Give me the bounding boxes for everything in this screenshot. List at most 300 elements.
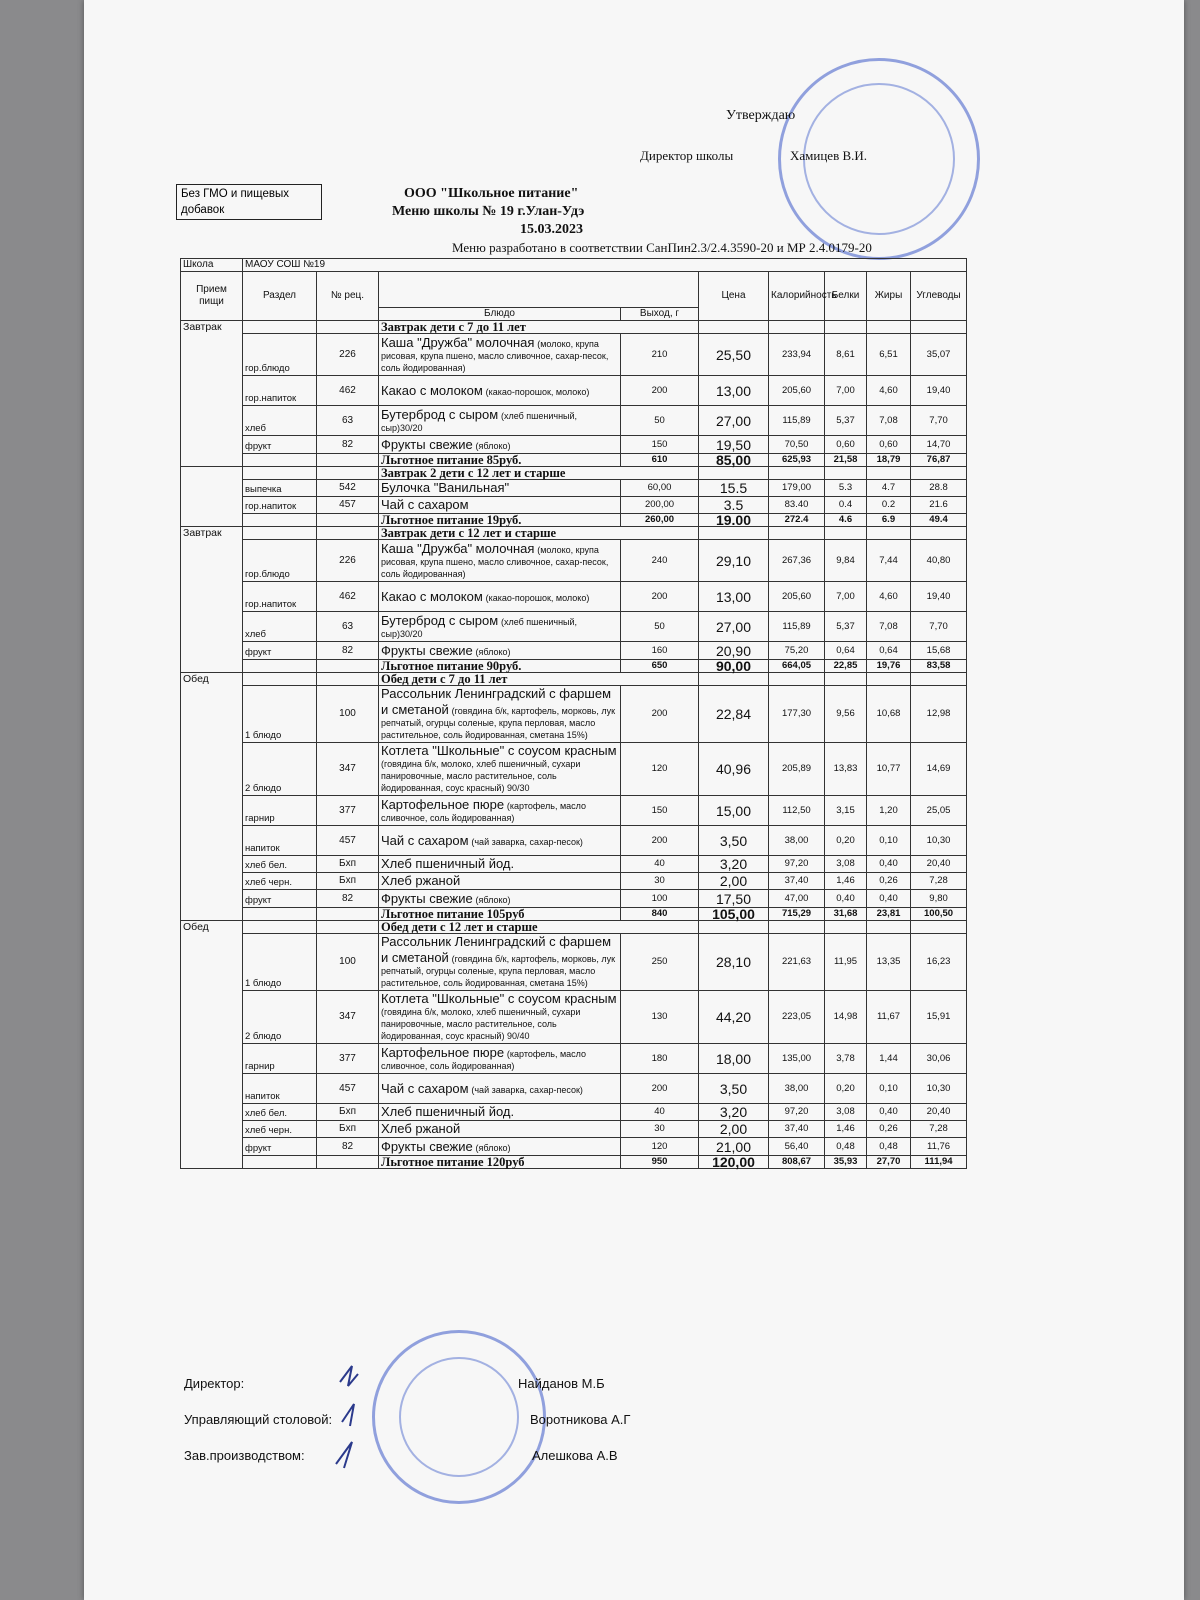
calories-cell: 179,00 [769, 480, 825, 497]
total-label: Льготное питание 105руб [379, 908, 621, 921]
recipe-cell: Бхп [317, 1104, 379, 1121]
dish-name: Фрукты свежие [381, 890, 473, 906]
dish-name: Котлета "Школьные" с соусом красным [381, 991, 617, 1006]
yield-cell: 60,00 [621, 480, 699, 497]
total-proteins: 4.6 [825, 514, 867, 527]
calories-cell: 205,60 [769, 376, 825, 406]
section-cell: гор.напиток [243, 497, 317, 514]
menu-date: 15.03.2023 [520, 222, 583, 237]
price-cell: 22,84 [699, 686, 769, 743]
total-price: 85,00 [699, 454, 769, 467]
price-cell: 2,00 [699, 873, 769, 890]
carbs-cell: 14,70 [911, 436, 967, 454]
recipe-cell: 226 [317, 540, 379, 582]
recipe-cell: Бхп [317, 1121, 379, 1138]
recipe-cell: 63 [317, 612, 379, 642]
calories-cell: 38,00 [769, 1074, 825, 1104]
total-row [181, 514, 967, 527]
table-row [181, 856, 967, 873]
meal-cell: Обед [181, 673, 243, 921]
carbs-cell: 7,28 [911, 1121, 967, 1138]
approve-label: Утверждаю [726, 108, 796, 123]
carbs-cell: 15,68 [911, 642, 967, 660]
empty-cell [769, 673, 825, 686]
total-carbs: 76,87 [911, 454, 967, 467]
calories-cell: 97,20 [769, 856, 825, 873]
carbs-cell: 9,80 [911, 890, 967, 908]
handwritten-signatures [330, 1360, 370, 1480]
fats-cell: 0,40 [867, 890, 911, 908]
empty-cell [317, 454, 379, 467]
dish-name: Хлеб ржаной [381, 873, 461, 888]
dish-name: Какао с молоком [381, 588, 483, 604]
yield-cell: 200 [621, 826, 699, 856]
empty-cell [699, 527, 769, 540]
recipe-cell: 457 [317, 1074, 379, 1104]
fats-cell: 0,60 [867, 436, 911, 454]
section-cell: 1 блюдо [243, 934, 317, 991]
recipe-cell: 347 [317, 743, 379, 796]
section-cell: фрукт [243, 890, 317, 908]
total-label: Льготное питание 120руб [379, 1156, 621, 1169]
total-carbs: 49.4 [911, 514, 967, 527]
table-row [181, 334, 967, 376]
total-carbs: 111,94 [911, 1156, 967, 1169]
dish-name: Рассольник Ленинградский с фаршем и сметаной [381, 686, 612, 717]
school-value: МАОУ СОШ №19 [243, 259, 967, 272]
fats-cell: 13,35 [867, 934, 911, 991]
dish-cell [379, 540, 621, 582]
col-proteins: Белки [825, 272, 867, 321]
yield-cell: 130 [621, 991, 699, 1044]
group-title-row [181, 321, 967, 334]
fats-cell: 10,68 [867, 686, 911, 743]
yield-cell: 120 [621, 1138, 699, 1156]
section-cell: выпечка [243, 480, 317, 497]
dish-composition: (говядина б/к, молоко, хлеб пшеничный, сухари панировочные, масло растительное, соль йодированная, соус красный) 90/30 [381, 759, 581, 793]
empty-cell [317, 1156, 379, 1169]
dish-cell [379, 991, 621, 1044]
col-meal: Прием пищи [181, 272, 243, 321]
fats-cell: 0,10 [867, 826, 911, 856]
proteins-cell: 5,37 [825, 406, 867, 436]
carbs-cell: 7,70 [911, 406, 967, 436]
total-carbs: 83,58 [911, 660, 967, 673]
empty-cell [769, 321, 825, 334]
calories-cell: 75,20 [769, 642, 825, 660]
dish-cell [379, 1104, 621, 1121]
col-yield: Выход, г [621, 308, 699, 321]
meal-cell: Завтрак [181, 527, 243, 673]
table-row [181, 686, 967, 743]
dish-cell [379, 497, 621, 514]
section-cell: хлеб [243, 612, 317, 642]
calories-cell: 177,30 [769, 686, 825, 743]
dish-composition: (какао-порошок, молоко) [485, 592, 590, 603]
section-cell: напиток [243, 1074, 317, 1104]
price-cell: 40,96 [699, 743, 769, 796]
proteins-cell: 7,00 [825, 376, 867, 406]
dish-composition: (хлеб пшеничный, сыр)30/20 [381, 410, 578, 433]
calories-cell: 56,40 [769, 1138, 825, 1156]
calories-cell: 37,40 [769, 873, 825, 890]
yield-cell: 150 [621, 796, 699, 826]
proteins-cell: 7,00 [825, 582, 867, 612]
carbs-cell: 21.6 [911, 497, 967, 514]
total-yield: 950 [621, 1156, 699, 1169]
empty-cell [317, 527, 379, 540]
meal-cell [181, 467, 243, 527]
calories-cell: 205,89 [769, 743, 825, 796]
empty-cell [825, 673, 867, 686]
fats-cell: 0,48 [867, 1138, 911, 1156]
price-cell: 21,00 [699, 1138, 769, 1156]
fats-cell: 0,10 [867, 1074, 911, 1104]
dish-composition: (яблоко) [475, 646, 511, 657]
proteins-cell: 0,64 [825, 642, 867, 660]
empty-cell [867, 321, 911, 334]
section-cell: гор.блюдо [243, 334, 317, 376]
empty-cell [769, 921, 825, 934]
recipe-cell: 377 [317, 1044, 379, 1074]
price-cell: 29,10 [699, 540, 769, 582]
empty-cell [867, 527, 911, 540]
carbs-cell: 35,07 [911, 334, 967, 376]
group-title-row [181, 673, 967, 686]
price-cell: 3,20 [699, 856, 769, 873]
total-fats: 27,70 [867, 1156, 911, 1169]
group-title: Завтрак дети с 7 до 11 лет [379, 321, 699, 334]
yield-cell: 180 [621, 1044, 699, 1074]
price-cell: 44,20 [699, 991, 769, 1044]
total-calories: 272.4 [769, 514, 825, 527]
total-calories: 715,29 [769, 908, 825, 921]
carbs-cell: 15,91 [911, 991, 967, 1044]
dish-name: Котлета "Школьные" с соусом красным [381, 743, 617, 758]
price-cell: 25,50 [699, 334, 769, 376]
section-cell: фрукт [243, 642, 317, 660]
dish-cell [379, 642, 621, 660]
recipe-cell: 100 [317, 934, 379, 991]
empty-cell [867, 921, 911, 934]
director-label: Директор школы [640, 148, 734, 163]
total-fats: 19,76 [867, 660, 911, 673]
total-price: 105,00 [699, 908, 769, 921]
total-label: Льготное питание 90руб. [379, 660, 621, 673]
proteins-cell: 0,60 [825, 436, 867, 454]
empty-cell [243, 673, 317, 686]
header-blank [379, 272, 699, 308]
table-row [181, 1044, 967, 1074]
total-label: Льготное питание 19руб. [379, 514, 621, 527]
company-name: ООО "Школьное питание" [404, 186, 579, 201]
section-cell: хлеб бел. [243, 1104, 317, 1121]
dish-cell [379, 1044, 621, 1074]
empty-cell [317, 673, 379, 686]
empty-cell [825, 921, 867, 934]
table-row [181, 1121, 967, 1138]
calories-cell: 83.40 [769, 497, 825, 514]
dish-composition: (говядина б/к, картофель, морковь, лук репчатый, огурцы соленые, крупа перловая, масло растительное, соль йодированная, сметана 15%) [381, 954, 616, 988]
signature-role-canteen-manager: Управляющий столовой: [184, 1412, 333, 1427]
dish-cell [379, 436, 621, 454]
total-row [181, 660, 967, 673]
empty-cell [911, 321, 967, 334]
empty-cell [825, 321, 867, 334]
total-calories: 625,93 [769, 454, 825, 467]
total-label: Льготное питание 85руб. [379, 454, 621, 467]
dish-name: Какао с молоком [381, 382, 483, 398]
empty-cell [243, 527, 317, 540]
carbs-cell: 20,40 [911, 1104, 967, 1121]
price-cell: 19,50 [699, 436, 769, 454]
dish-cell [379, 856, 621, 873]
calories-cell: 37,40 [769, 1121, 825, 1138]
total-proteins: 22,85 [825, 660, 867, 673]
table-row [181, 376, 967, 406]
proteins-cell: 5.3 [825, 480, 867, 497]
proteins-cell: 13,83 [825, 743, 867, 796]
dish-cell [379, 1121, 621, 1138]
proteins-cell: 0,20 [825, 826, 867, 856]
empty-cell [825, 527, 867, 540]
table-row [181, 1074, 967, 1104]
carbs-cell: 14,69 [911, 743, 967, 796]
dish-cell [379, 376, 621, 406]
recipe-cell: 457 [317, 497, 379, 514]
carbs-cell: 16,23 [911, 934, 967, 991]
proteins-cell: 0.4 [825, 497, 867, 514]
yield-cell: 200 [621, 582, 699, 612]
dish-cell [379, 612, 621, 642]
dish-cell [379, 873, 621, 890]
signature-name-canteen-manager: Воротникова А.Г [530, 1412, 631, 1427]
dish-cell [379, 1074, 621, 1104]
dish-composition: (молоко, крупа рисовая, крупа пшено, масло сливочное, сахар-песок, соль йодированная) [381, 544, 609, 579]
table-row [181, 612, 967, 642]
yield-cell: 50 [621, 406, 699, 436]
carbs-cell: 11,76 [911, 1138, 967, 1156]
empty-cell [911, 527, 967, 540]
school-label: Школа [181, 259, 243, 272]
dish-name: Чай с сахаром [381, 1080, 469, 1096]
proteins-cell: 0,20 [825, 1074, 867, 1104]
fats-cell: 0,40 [867, 1104, 911, 1121]
empty-cell [243, 908, 317, 921]
signature-name-director: Найданов М.Б [518, 1376, 605, 1391]
price-cell: 3,20 [699, 1104, 769, 1121]
empty-cell [243, 660, 317, 673]
dish-name: Чай с сахаром [381, 832, 469, 848]
yield-cell: 30 [621, 1121, 699, 1138]
fats-cell: 7,08 [867, 406, 911, 436]
section-cell: напиток [243, 826, 317, 856]
price-cell: 3,50 [699, 1074, 769, 1104]
yield-cell: 40 [621, 856, 699, 873]
empty-cell [867, 673, 911, 686]
total-yield: 610 [621, 454, 699, 467]
dish-name: Картофельное пюре [381, 796, 505, 812]
table-row [181, 436, 967, 454]
proteins-cell: 11,95 [825, 934, 867, 991]
recipe-cell: 462 [317, 376, 379, 406]
dish-name: Хлеб ржаной [381, 1121, 461, 1136]
carbs-cell: 28.8 [911, 480, 967, 497]
dish-composition: (говядина б/к, картофель, морковь, лук репчатый, огурцы соленые, крупа перловая, масло растительное, соль йодированная, сметана 15%) [381, 706, 616, 740]
empty-cell [243, 514, 317, 527]
total-fats: 23,81 [867, 908, 911, 921]
carbs-cell: 19,40 [911, 376, 967, 406]
yield-cell: 250 [621, 934, 699, 991]
table-row [181, 743, 967, 796]
recipe-cell: 82 [317, 642, 379, 660]
empty-cell [243, 467, 317, 480]
proteins-cell: 3,08 [825, 1104, 867, 1121]
recipe-cell: 226 [317, 334, 379, 376]
col-section: Раздел [243, 272, 317, 321]
table-row [181, 934, 967, 991]
dish-cell [379, 1138, 621, 1156]
empty-cell [699, 467, 769, 480]
calories-cell: 47,00 [769, 890, 825, 908]
table-row [181, 480, 967, 497]
calories-cell: 112,50 [769, 796, 825, 826]
dish-cell [379, 480, 621, 497]
price-cell: 13,00 [699, 376, 769, 406]
total-price: 19.00 [699, 514, 769, 527]
dish-composition: (какао-порошок, молоко) [485, 386, 590, 397]
proteins-cell: 14,98 [825, 991, 867, 1044]
calories-cell: 38,00 [769, 826, 825, 856]
dish-cell [379, 334, 621, 376]
calories-cell: 135,00 [769, 1044, 825, 1074]
fats-cell: 0,64 [867, 642, 911, 660]
table-row [181, 826, 967, 856]
section-cell: гор.напиток [243, 376, 317, 406]
calories-cell: 115,89 [769, 406, 825, 436]
dish-name: Фрукты свежие [381, 642, 473, 658]
col-dish: Блюдо [379, 308, 621, 321]
total-proteins: 21,58 [825, 454, 867, 467]
recipe-cell: 82 [317, 436, 379, 454]
price-cell: 18,00 [699, 1044, 769, 1074]
proteins-cell: 5,37 [825, 612, 867, 642]
proteins-cell: 9,84 [825, 540, 867, 582]
calories-cell: 233,94 [769, 334, 825, 376]
yield-cell: 50 [621, 612, 699, 642]
fats-cell: 11,67 [867, 991, 911, 1044]
section-cell: гор.напиток [243, 582, 317, 612]
proteins-cell: 8,61 [825, 334, 867, 376]
group-title: Обед дети с 7 до 11 лет [379, 673, 699, 686]
dish-cell [379, 934, 621, 991]
fats-cell: 1,20 [867, 796, 911, 826]
yield-cell: 150 [621, 436, 699, 454]
dish-name: Фрукты свежие [381, 1138, 473, 1154]
empty-cell [867, 467, 911, 480]
group-title-row [181, 527, 967, 540]
col-recipe: № рец. [317, 272, 379, 321]
fats-cell: 4,60 [867, 582, 911, 612]
signature-role-director: Директор: [184, 1376, 245, 1391]
dish-cell [379, 406, 621, 436]
table-row [181, 642, 967, 660]
total-fats: 18,79 [867, 454, 911, 467]
section-cell: гарнир [243, 1044, 317, 1074]
total-row [181, 454, 967, 467]
empty-cell [769, 467, 825, 480]
empty-cell [911, 921, 967, 934]
recipe-cell: 347 [317, 991, 379, 1044]
recipe-cell: 82 [317, 890, 379, 908]
table-row [181, 890, 967, 908]
empty-cell [317, 514, 379, 527]
fats-cell: 0,26 [867, 873, 911, 890]
yield-cell: 240 [621, 540, 699, 582]
total-yield: 650 [621, 660, 699, 673]
dish-composition: (чай заварка, сахар-песок) [471, 1084, 583, 1095]
proteins-cell: 1,46 [825, 873, 867, 890]
total-price: 120,00 [699, 1156, 769, 1169]
dish-name: Хлеб пшеничный йод. [381, 1104, 515, 1119]
total-proteins: 31,68 [825, 908, 867, 921]
empty-cell [317, 921, 379, 934]
dish-name: Каша "Дружба" молочная [381, 334, 535, 350]
empty-cell [699, 673, 769, 686]
recipe-cell: Бхп [317, 856, 379, 873]
dish-name: Бутерброд с сыром [381, 612, 499, 628]
fats-cell: 4.7 [867, 480, 911, 497]
empty-cell [243, 921, 317, 934]
fats-cell: 0,26 [867, 1121, 911, 1138]
section-cell: хлеб черн. [243, 873, 317, 890]
section-cell: гарнир [243, 796, 317, 826]
price-cell: 13,00 [699, 582, 769, 612]
meal-cell: Обед [181, 921, 243, 1169]
dish-composition: (чай заварка, сахар-песок) [471, 836, 583, 847]
calories-cell: 223,05 [769, 991, 825, 1044]
yield-cell: 40 [621, 1104, 699, 1121]
col-price: Цена [699, 272, 769, 321]
calories-cell: 70,50 [769, 436, 825, 454]
yield-cell: 30 [621, 873, 699, 890]
dish-cell [379, 826, 621, 856]
empty-cell [911, 673, 967, 686]
price-cell: 28,10 [699, 934, 769, 991]
section-cell: гор.блюдо [243, 540, 317, 582]
table-row [181, 540, 967, 582]
meal-cell: Завтрак [181, 321, 243, 467]
total-yield: 260,00 [621, 514, 699, 527]
signature-role-production-head: Зав.производством: [184, 1448, 305, 1463]
calories-cell: 205,60 [769, 582, 825, 612]
yield-cell: 200,00 [621, 497, 699, 514]
dish-composition: (яблоко) [475, 440, 511, 451]
recipe-cell: 457 [317, 826, 379, 856]
fats-cell: 7,44 [867, 540, 911, 582]
price-cell: 27,00 [699, 406, 769, 436]
fats-cell: 1,44 [867, 1044, 911, 1074]
price-cell: 17,50 [699, 890, 769, 908]
carbs-cell: 7,70 [911, 612, 967, 642]
table-row [181, 991, 967, 1044]
carbs-cell: 12,98 [911, 686, 967, 743]
empty-cell [243, 454, 317, 467]
carbs-cell: 40,80 [911, 540, 967, 582]
table-row [181, 1138, 967, 1156]
proteins-cell: 0,48 [825, 1138, 867, 1156]
empty-cell [769, 527, 825, 540]
